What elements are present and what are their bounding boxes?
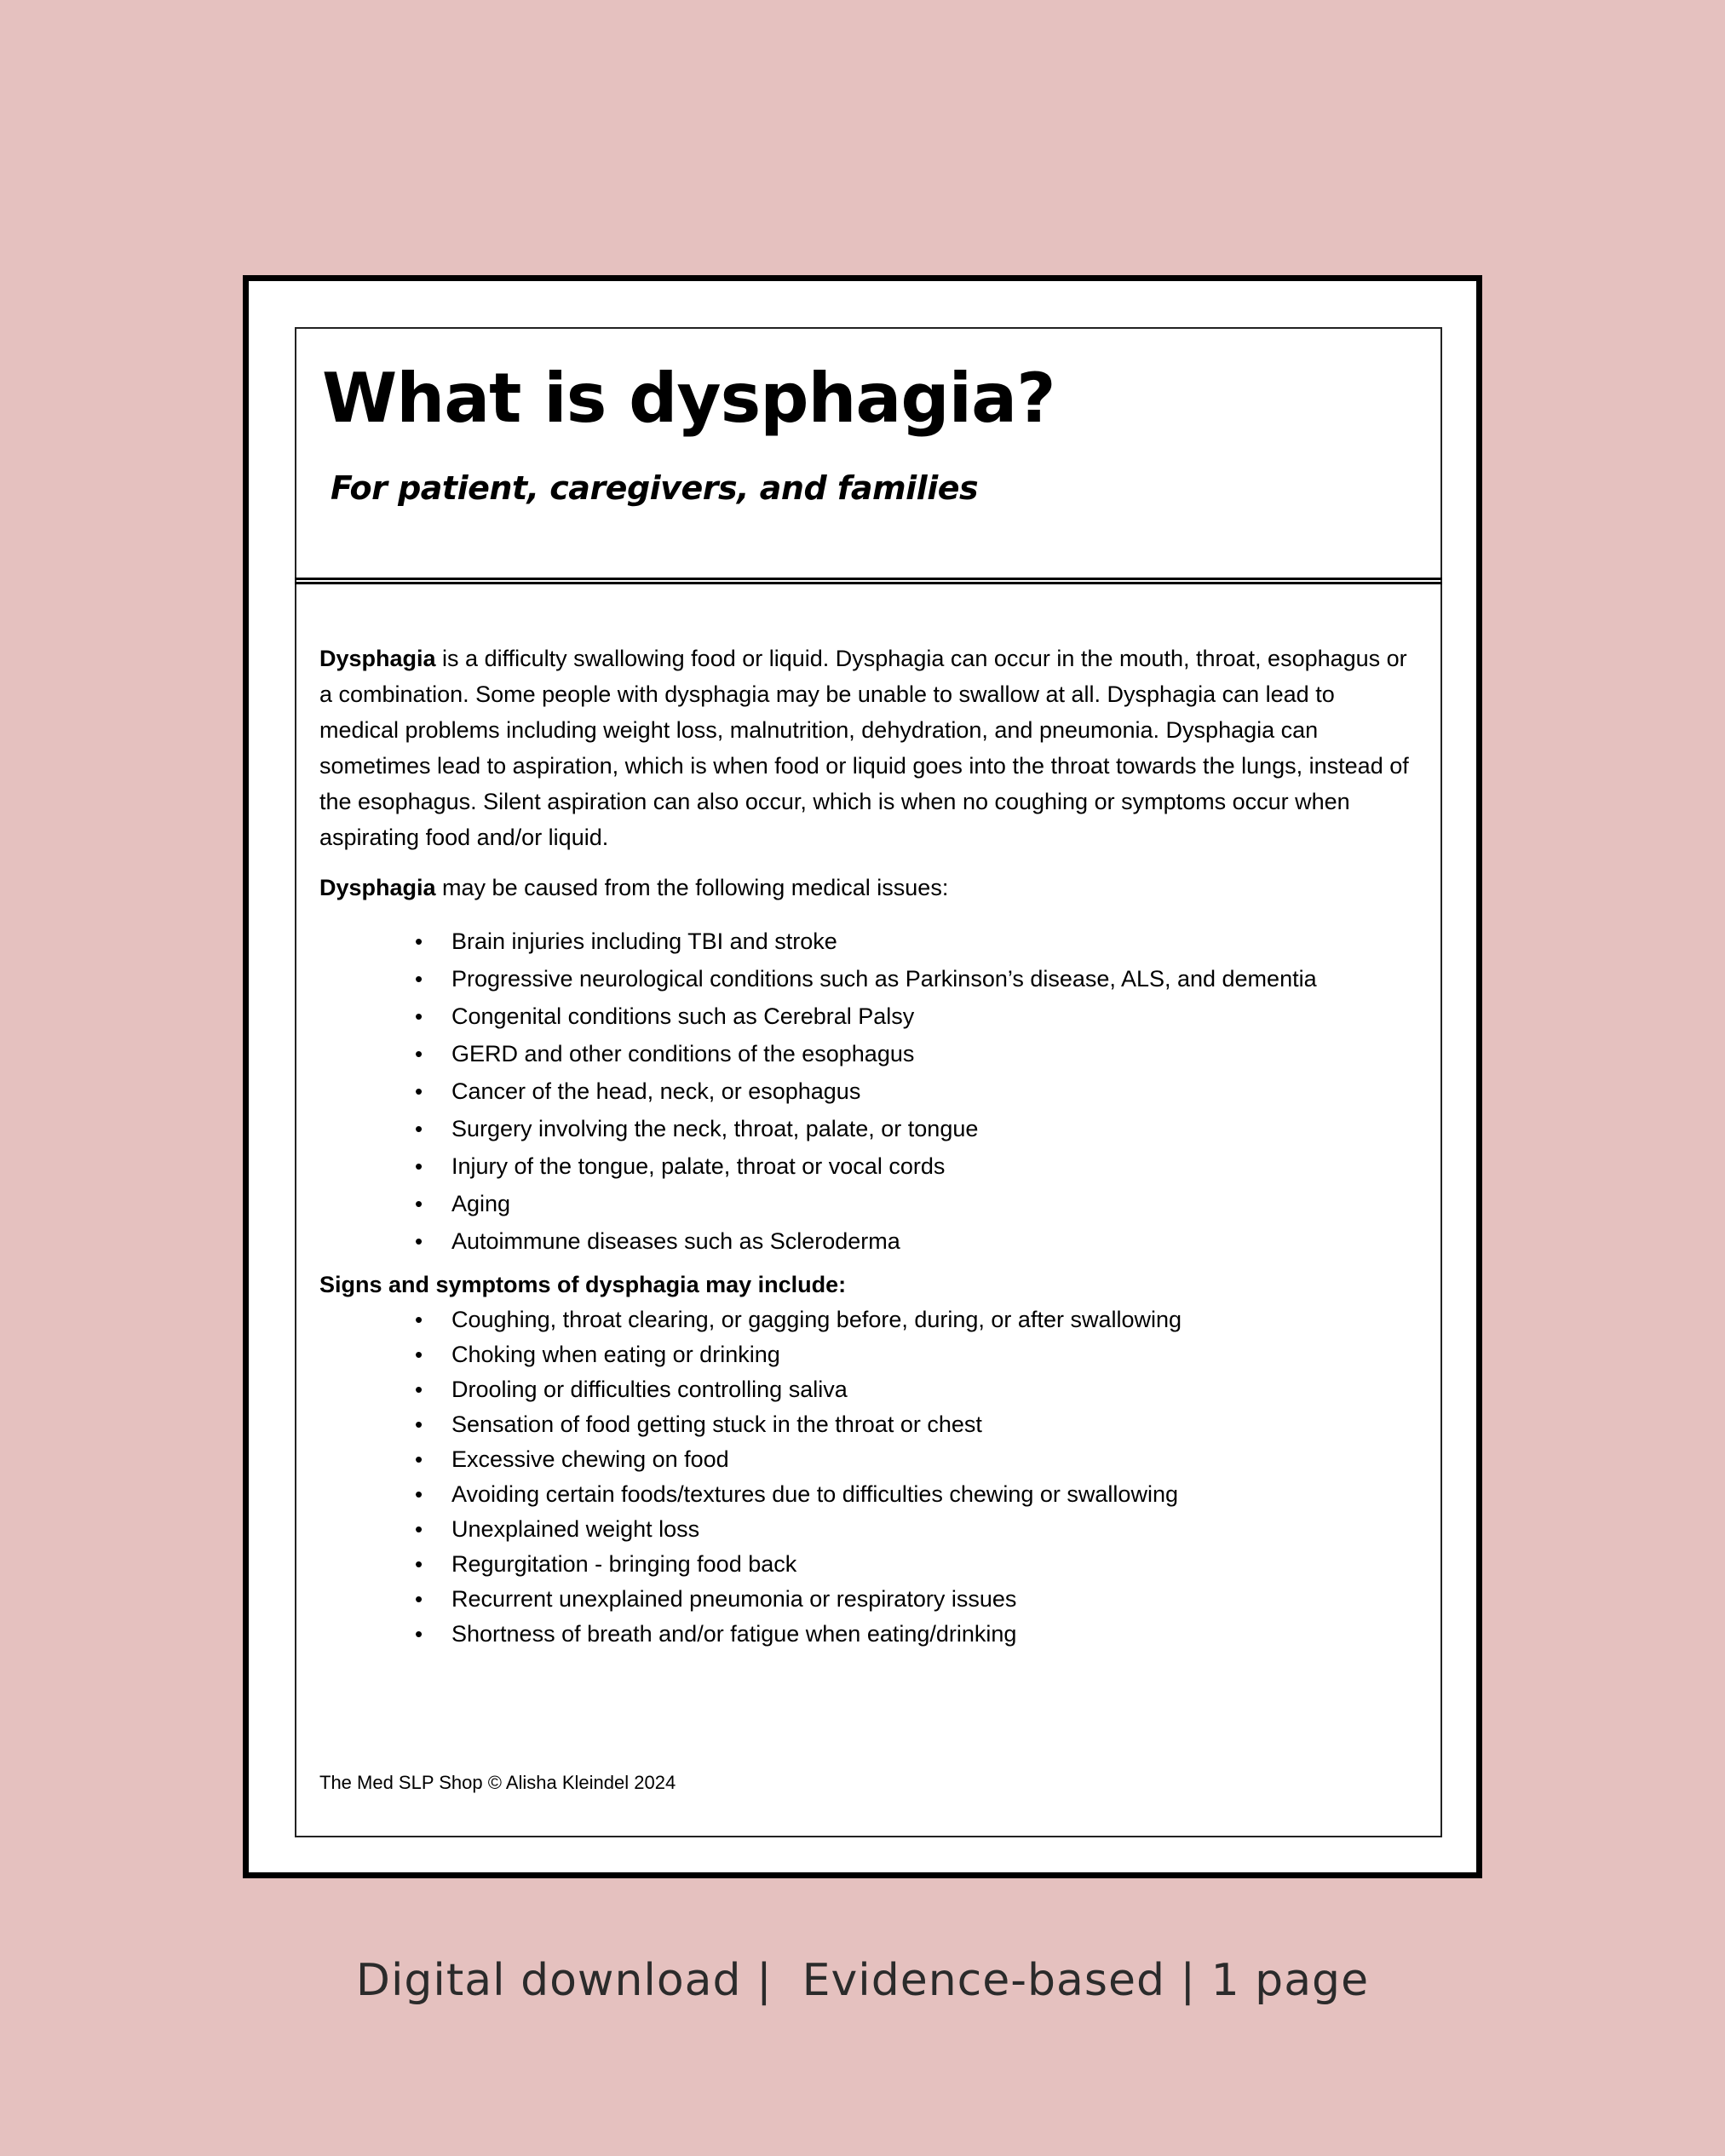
cause-item-text: Aging (451, 1191, 511, 1216)
cause-item-text: Congenital conditions such as Cerebral Palsy (451, 1003, 915, 1029)
intro-paragraph (319, 641, 1418, 855)
list-item (415, 1617, 1418, 1652)
bullet-icon: • (415, 966, 423, 992)
document-body (319, 641, 1418, 1652)
sign-item-text: Avoiding certain foods/textures due to difficulties chewing or swallowing (451, 1481, 1178, 1507)
document-preview (243, 275, 1482, 1878)
sign-item-text: Regurgitation - bringing food back (451, 1551, 797, 1577)
sign-item-text: Sensation of food getting stuck in the throat or chest (451, 1411, 982, 1437)
list-item (415, 1110, 1418, 1147)
bullet-icon: • (415, 1116, 423, 1141)
list-item (415, 1372, 1418, 1407)
bullet-icon: • (415, 1342, 423, 1367)
list-item (415, 1337, 1418, 1372)
signs-list (319, 1302, 1418, 1652)
cause-item-text: Autoimmune diseases such as Scleroderma (451, 1228, 900, 1254)
bullet-icon: • (415, 1621, 423, 1647)
document-page (295, 327, 1442, 1837)
causes-text: may be caused from the following medical issues: (435, 875, 949, 900)
sign-item-text: Excessive chewing on food (451, 1446, 729, 1472)
causes-intro (319, 870, 1418, 906)
bullet-icon: • (415, 1481, 423, 1507)
header-divider (295, 578, 1442, 584)
cause-item-text: Cancer of the head, neck, or esophagus (451, 1078, 861, 1104)
bullet-icon: • (415, 1078, 423, 1104)
bullet-icon: • (415, 1191, 423, 1216)
list-item (415, 1035, 1418, 1072)
intro-text: is a difficulty swallowing food or liquid. Dysphagia can occur in the mouth, throat, esophagus or a combination. Some people with dysphagia may be unable to swallow at all. Dysphagia can lead to medical problems including weight loss, malnutrition, dehydration, and pneumonia. Dysphagia can sometimes lead to aspiration, which is when food or liquid goes into the throat towards the lungs, instead of the esophagus. Silent aspiration can also occur, which is when no coughing or symptoms occur when aspirating food and/or liquid. (319, 646, 1409, 850)
list-item (415, 1407, 1418, 1442)
list-item (415, 1582, 1418, 1617)
bullet-icon: • (415, 1003, 423, 1029)
list-item (415, 1147, 1418, 1185)
cause-item-text: Injury of the tongue, palate, throat or vocal cords (451, 1153, 946, 1179)
bullet-icon: • (415, 1377, 423, 1402)
cause-item-text: GERD and other conditions of the esophagus (451, 1041, 915, 1067)
bullet-icon: • (415, 1516, 423, 1542)
bullet-icon: • (415, 1153, 423, 1179)
sign-item-text: Choking when eating or drinking (451, 1342, 780, 1367)
sign-item-text: Coughing, throat clearing, or gagging before, during, or after swallowing (451, 1307, 1182, 1332)
cause-item-text: Surgery involving the neck, throat, palate, or tongue (451, 1116, 979, 1141)
sign-item-text: Recurrent unexplained pneumonia or respiratory issues (451, 1586, 1017, 1612)
product-caption: Digital download | Evidence-based | 1 page (355, 1955, 1370, 2006)
list-item (415, 1512, 1418, 1547)
list-item (415, 1547, 1418, 1582)
document-title: What is dysphagia? (322, 359, 1055, 438)
list-item (415, 960, 1418, 998)
cause-item-text: Progressive neurological conditions such as Parkinson’s disease, ALS, and dementia (451, 966, 1317, 992)
cause-item-text: Brain injuries including TBI and stroke (451, 929, 837, 954)
list-item (415, 1477, 1418, 1512)
sign-item-text: Drooling or difficulties controlling saliva (451, 1377, 848, 1402)
bullet-icon: • (415, 1307, 423, 1332)
sign-item-text: Shortness of breath and/or fatigue when eating/drinking (451, 1621, 1017, 1647)
document-subtitle: For patient, caregivers, and families (331, 469, 979, 507)
bullet-icon: • (415, 1041, 423, 1067)
bullet-icon: • (415, 1411, 423, 1437)
footer-credit: The Med SLP Shop © Alisha Kleindel 2024 (319, 1772, 676, 1793)
list-item (415, 1185, 1418, 1222)
bullet-icon: • (415, 1446, 423, 1472)
bullet-icon: • (415, 1551, 423, 1577)
bullet-icon: • (415, 1586, 423, 1612)
causes-term: Dysphagia (319, 875, 436, 900)
list-item (415, 1072, 1418, 1110)
causes-list (319, 923, 1418, 1260)
bullet-icon: • (415, 1228, 423, 1254)
list-item (415, 923, 1418, 960)
sign-item-text: Unexplained weight loss (451, 1516, 700, 1542)
bullet-icon: • (415, 929, 423, 954)
signs-heading: Signs and symptoms of dysphagia may include: (319, 1272, 847, 1297)
list-item (415, 1442, 1418, 1477)
list-item (415, 1302, 1418, 1337)
list-item (415, 1222, 1418, 1260)
list-item (415, 998, 1418, 1035)
intro-term: Dysphagia (319, 646, 436, 671)
